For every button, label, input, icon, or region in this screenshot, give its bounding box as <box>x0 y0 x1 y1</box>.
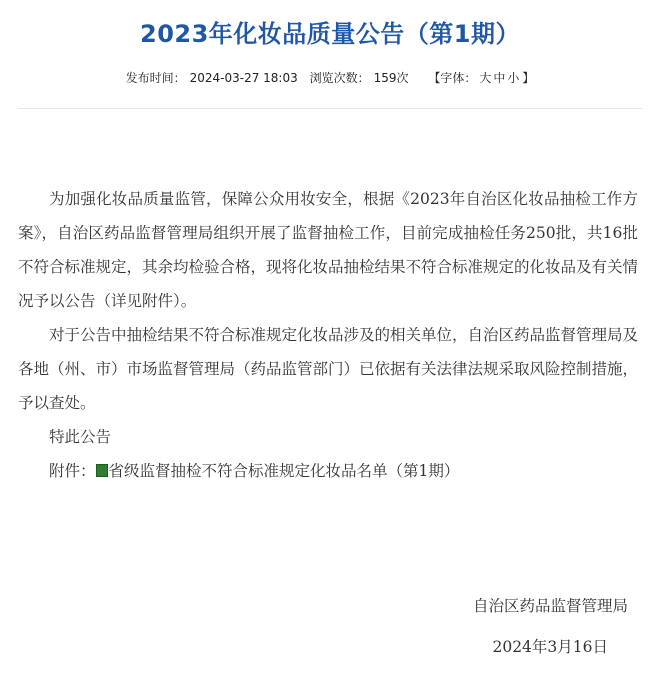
view-count: 浏览次数： 159次 <box>309 71 409 85</box>
paragraph-closing: 特此公告 <box>49 428 112 446</box>
article-meta <box>0 69 660 86</box>
font-size-large-link[interactable]: 大 <box>479 71 492 85</box>
paragraph-measures: 对于公告中抽检结果不符合标准规定化妆品涉及的相关单位，自治区药品监督管理局及各地（州、市）市场监督管理局（药品监管部门）已依据有关法律法规采取风险控制措施，予以查处。 <box>18 326 639 412</box>
font-size-medium-link[interactable]: 中 <box>493 71 506 85</box>
signature-date: 2024年3月16日 <box>492 638 608 656</box>
excel-file-icon <box>96 464 108 477</box>
article-body <box>18 182 638 488</box>
paragraph-intro: 为加强化妆品质量监管，保障公众用妆安全，根据《2023年自治区化妆品抽检工作方案》，自治区药品监督管理局组织开展了监督抽检工作，目前完成抽检任务250批，共16批不符合标准规定，其余均检验合格，现将化妆品抽检结果不符合标准规定的化妆品及有关情况予以公告（详见附件）。 <box>18 190 639 310</box>
font-size-switcher: 【字体： 大 中 小 】 <box>428 71 535 85</box>
page-title: 2023年化妆品质量公告（第1期） <box>140 20 520 48</box>
header-divider <box>18 108 642 109</box>
signature-org: 自治区药品监督管理局 <box>472 597 628 615</box>
font-size-small-link[interactable]: 小 <box>507 71 520 85</box>
publish-time: 发布时间： 2024-03-27 18:03 <box>125 71 298 85</box>
attachment-label: 附件： <box>49 462 96 480</box>
attachment-link[interactable]: x 省级监督抽检不符合标准规定化妆品名单（第1期） <box>96 462 460 480</box>
attachment-line <box>18 454 638 488</box>
